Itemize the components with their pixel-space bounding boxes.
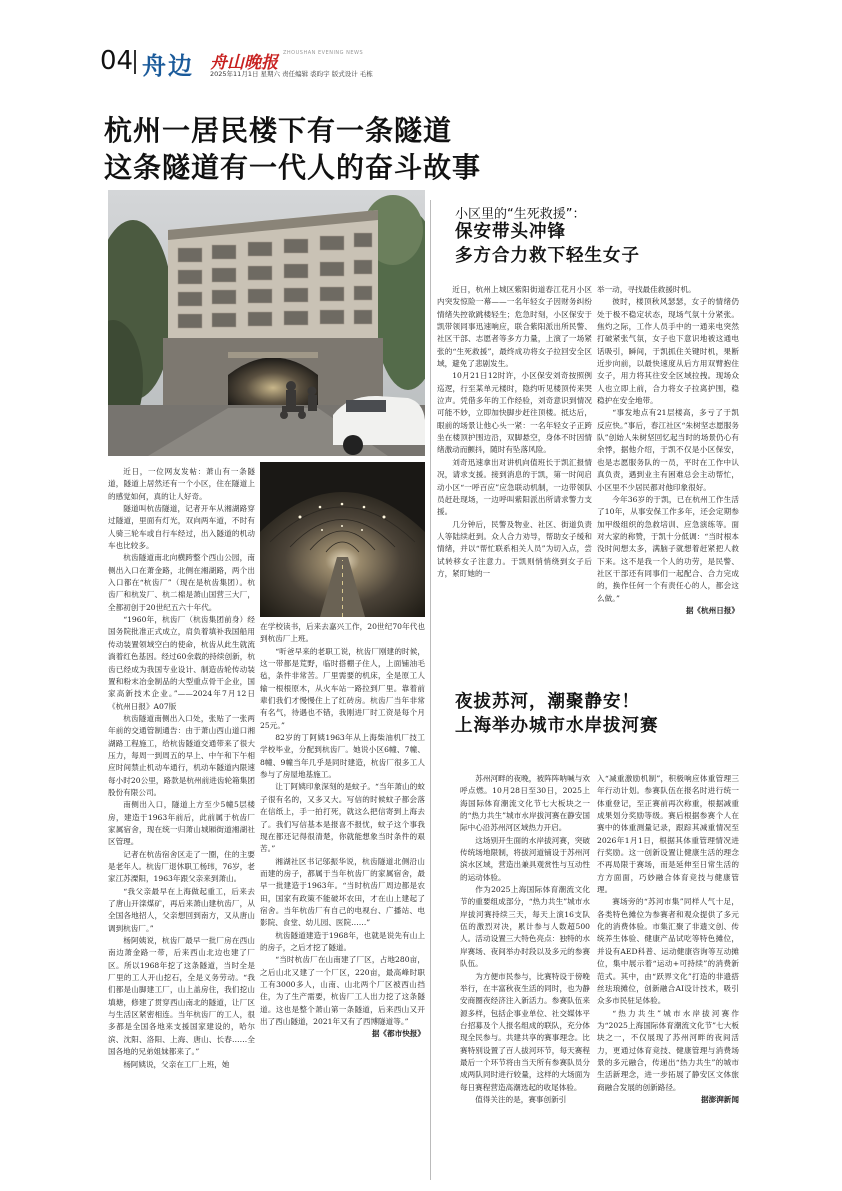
paragraph: 刘奇迅速拿出对讲机向值班长于凯汇报情况，请求支援。接到消息的于凯，第一时间启动小区“一呼百应”应急联动机制，一边带领队员赶赴现场，一边呼叫紫阳派出所请求警力支援。 <box>437 457 592 517</box>
masthead-logo: 舟山晚报 <box>210 53 278 73</box>
paragraph: 赛场旁的“苏河市集”同样人气十足，各类特色摊位为参赛者和观众提供了多元化的消费体验。市集汇聚了非遗文创、传统养生体验、健康产品试吃等特色摊位，并设有AED科普、运动健康咨询等互动摊位，集中展示着“运动+可持续”的消费新范式。其中，由“跃界文化”打造的非遗搭丝珐琅摊位，创新融合AI设计技术，吸引众多市民驻足体验。 <box>597 897 739 1006</box>
paragraph: 82岁的丁阿姨1963年从上海柴油机厂技工学校毕业，分配到杭齿厂。她说小区6幢、7幢、8幢、9幢当年几乎是同时建造，杭齿厂很多工人参与了房屋地基施工。 <box>260 733 425 780</box>
headline-line: 杭州一居民楼下有一条隧道 <box>104 114 453 147</box>
paragraph: 举一动，寻找最佳救援时机。 <box>597 285 696 294</box>
paragraph: “热力共生”城市水岸拔河赛作为“2025上海国际体育潮流文化节”七大板块之一，不仅展现了苏州河畔的夜间活力，更通过体育竞技、健康管理与消费场景的多元融合，传递出“热力共生”的城市生活新理念，进一步拓展了静安区文体旅商融合发展的创新路径。 <box>597 1008 739 1092</box>
paragraph: 湘湖社区书记邬振华说，杭齿隧道北侧沿山而建的房子，都属于当年杭齿厂的家属宿舍，最早一批建造于1963年。“当时杭齿厂周边都是农田，国家有政策不能破坏农田，才在山上建起了宿舍。当年杭齿厂有自己的电视台、广播站、电影院、食堂、幼儿园、医院……” <box>260 856 425 928</box>
paragraph: 隧道叫杭齿隧道，记者开车从湘湖路穿过隧道，里面有灯光，双向两车道，不时有人骑三轮车或自行车经过，出入隧道的机动车也比较多。 <box>108 504 255 551</box>
paragraph: 杭齿隧道建造于1968年，也就是说先有山上的房子，之后才挖了隧道。 <box>260 930 425 952</box>
article2-kicker: 小区里的“生死救援”： <box>455 207 586 222</box>
paragraph: 这场别开生面的水岸拔河赛，突破传统场地限制，将拔河道铺设于苏州河滨水区域，营造出兼具观赏性与互动性的运动体验。 <box>460 835 590 882</box>
paragraph: 值得关注的是，赛事创新引 <box>475 1094 567 1104</box>
paragraph: 让丁阿姨印象深刻的是蚊子。“当年萧山的蚊子很有名的，又多又大。写信的时候蚊子都会落在信纸上，手一拍打死，就这么把信寄到上海去了。我们写信基本是报喜不报忧，蚊子这个事我现在都还记得很清楚，你就能想象当时条件的艰苦。” <box>260 782 425 854</box>
paragraph: “当时杭齿厂在山南建了厂区，占地280亩，之后山北又建了一个厂区，220亩，最高峰时职工有3000多人，山南、山北两个厂区被西山挡住，为了生产需要，杭齿厂工人出力挖了这条隧道。这也是整个萧山第一条隧道，后来西山又开出了西山隧道，2021年又有了西博隧道等。” <box>260 955 425 1026</box>
paragraph: “1960年，杭齿厂（杭齿集团前身）经国务院批准正式成立，肩负着填补我国船用传动装置领域空白的使命，杭齿从此生就流淌着红色基因。经过60余载的持续创新，杭齿已经成为我国专业设计、制造齿轮传动装置和粉末冶金制品的大型重点骨干企业，国家高新技术企业。”——2024年7月12日《杭州日报》A07版 <box>108 615 255 711</box>
section-name: 舟边 <box>142 51 194 80</box>
paragraph: 近日，一位网友发帖：萧山有一条隧道，隧道上居然还有一个小区，住在隧道上的感觉如何，真的让人好奇。 <box>108 467 255 501</box>
article-source: 据《杭州日报》 <box>685 605 739 615</box>
page-number: 04 <box>100 46 134 76</box>
paragraph: 入“减重激励机制”，积极响应体重管理三年行动计划。参赛队伍在报名时进行统一体重登记，至正赛前再次称重，根据减重成果划分奖励等级。赛后根据参赛个人在赛中的体重测量记录，跟踪其减重情况至2026年1月1日，根据其体重管理情况进行奖励。这一创新设置让健康生活的理念不再局限于赛场，而是延伸至日常生活的方方面面，巧妙融合体育竞技与健康管理。 <box>597 774 739 895</box>
article-source: 据澎湃新闻 <box>701 1094 739 1104</box>
article1-column-2 <box>260 621 425 1041</box>
headline-line: 这条隧道有一代人的奋斗故事 <box>104 151 482 184</box>
article1-column-1 <box>108 466 255 1071</box>
article1-headline <box>104 112 481 186</box>
paragraph: 记者在杭齿宿舍区走了一圈，住的主要是老年人。杭齿厂退休职工杨玮，76岁，老家江苏溧阳，1963年跟父亲来到萧山。 <box>108 849 255 884</box>
tunnel-interior-photo <box>260 462 425 617</box>
paragraph: 杨阿姨说，杭齿厂最早一批厂房在西山南边萧金路一带，后来西山北边也建了厂区。所以1968年挖了这条隧道，当时全是厂里的工人开山挖石，全是义务劳动。“我们都是山脚建工厂，山上盖房住，我们挖山填塘，修建了贯穿西山南北的隧道，让厂区与生活区紧密相连。当年杭齿厂的工人，很多都是全国各地来支援国家建设的，哈尔滨、沈阳、洛阳、上海、唐山、长春……全国各地的兄弟姐妹都来了。” <box>108 936 255 1057</box>
header-divider <box>134 50 136 74</box>
column-divider <box>430 200 431 1180</box>
paragraph: 今年36岁的于凯，已在杭州工作生活了10年，从事安保工作多年，还会定期参加甲级组织的急救培训、应急演练等。面对大家的称赞，于凯十分低调：“当时根本没时间想太多，满脑子就想着赶紧把人救下来。这不是我一个人的功劳，是民警、社区干部还有同事们一起配合、合力完成的，换作任何一个有责任心的人，都会这么做。” <box>597 494 739 603</box>
paragraph: 作为2025上海国际体育潮流文化节的重要组成部分，“热力共生”城市水岸拔河赛持续三天，每天上演16支队伍的激烈对决，累计参与人数超500人。活动设置三大特色亮点：独特的水岸赛场、夜间举办时段以及多元的参赛队伍。 <box>460 885 590 969</box>
edition-info: 2025年11月1日 星期六 责任编辑 裘昀宇 版式设计 毛栋 <box>210 70 373 78</box>
article3-column-1 <box>460 773 590 1106</box>
paragraph: 在学校读书，后来去嘉兴工作，20世纪70年代也到杭齿厂上班。 <box>260 622 425 644</box>
tunnel-building-photo <box>108 190 425 456</box>
article-source: 据《都市快报》 <box>371 1029 425 1039</box>
paragraph: “事发地点有21层楼高，多亏了于凯反应快。”事后，春江社区“朱树坚志愿服务队”创始人朱树坚回忆起当时的场景仍心有余悸，据他介绍，于凯不仅是小区保安，也是志愿服务队的一员，平时在工作中认真负责，遇到业主有困难总会主动帮忙，小区里不少居民都对他印象很好。 <box>597 408 739 492</box>
paragraph: 彼时，楼顶秋风瑟瑟，女子的情绪仍处于极不稳定状态，现场气氛十分紧张。焦灼之际，工作人员手中的一通来电突然打破紧张气氛，女子也下意识地被这通电话吸引，瞬间，于凯抓住关键时机，果断近步向前，以最快速度从后方用双臂抱住女子，用力将其往安全区域拉拽。现场众人也立即上前，合力将女子拉离护围，稳稳护在安全地带。 <box>597 297 739 406</box>
headline-line: 多方合力救下轻生女子 <box>455 246 640 266</box>
paragraph: 苏州河畔的夜晚，被阵阵呐喊与欢呼点燃。10月28日至30日，2025上海国际体育潮流文化节七大板块之一的“热力共生”城市水岸拔河赛在静安国际中心沿苏州河区域热力开启。 <box>460 774 590 833</box>
paragraph: 近日，杭州上城区紫阳街道春江花月小区内突发惊险一幕——一名年轻女子因财务纠纷情绪失控欲跳楼轻生；危急时刻，小区保安于凯带领同事迅速响应，联合紫阳派出所民警、社区干部、志愿者等多方力量，上演了一场紧张的“生死救援”，最终成功将女子拉回安全区域，避免了悲剧发生。 <box>437 285 592 369</box>
headline-line: 保安带头冲锋 <box>455 222 566 242</box>
paragraph: 杨阿姨说，父亲在工厂上班，她 <box>123 1059 230 1069</box>
paragraph: “我父亲最早在上海做起重工，后来去了唐山开滦煤矿，再后来萧山建杭齿厂，从全国各地招人，父亲想回到南方，又从唐山调到杭齿厂。” <box>108 886 255 933</box>
paragraph: 几分钟后，民警及物业、社区、街道负责人等陆续赶到。众人合力劝导，帮助女子缓和情绪，并以“帮忙联系相关人员”为切入点，尝试转移女子注意力。于凯则悄悄绕到女子后方，紧盯她的一 <box>437 519 592 578</box>
page-header <box>100 40 800 80</box>
paragraph: 10月21日12时许，小区保安刘奇按照例巡逻，行至某单元楼时，隐约听见楼顶传来哭泣声。凭借多年的工作经验，刘奇意识到情况可能不妙，立即加快脚步赶往顶楼。抵达后，眼前的场景让他心头一紧：一名年轻女子正跨坐在楼顶护围边沿，双脚悬空，身体不时因情绪激动而颤抖，随时有坠落风险。 <box>437 371 592 455</box>
paragraph: 南侧出入口，隧道上方至少5幢5层楼房，建造于1963年前后，此前属于杭齿厂家属宿舍，现在统一归萧山城厢街道湘湖社区管理。 <box>108 800 255 847</box>
headline-line: 夜拔苏河，潮聚静安！ <box>455 692 640 712</box>
paragraph: “听爸早来的老职工说，杭齿厂刚建的时候，这一带都是荒野，临时搭棚子住人，上面铺油毛毡，条件非常苦。厂里需要的机床，全是原工人输一根根原木，从火车站一路拉到厂里。靠着前辈们我们才慢慢住上了红砖房。杭齿厂当年非常有名气，待遇也不错，我刚进厂时工资是每个月25元。” <box>260 646 425 730</box>
headline-line: 上海举办城市水岸拔河赛 <box>455 716 659 736</box>
article3-column-2 <box>597 773 739 1106</box>
paragraph: 杭齿隧道南北向横跨整个西山公园，南侧出入口在萧金路，北侧在湘湖路，两个出入口都在“杭齿厂”（现在是杭齿集团）。杭齿厂和杭发厂、杭二棉是萧山国营三大厂，全都初创于20世纪五六十年代。 <box>108 553 255 612</box>
paragraph: 杭齿隧道南侧出入口处，张贴了一张两年前的交通管制通告：由于萧山西山道口湘湖路工程施工，给杭齿隧道交通带来了很大压力，每周一到周五的早上、中午和下午相应时间禁止机动车通行，机动车隧道内限速每小时20公里，路款是杭州前进齿轮箱集团股份有限公司。 <box>108 713 255 797</box>
masthead-english: ZHOUSHAN EVENING NEWS <box>283 50 364 56</box>
article2-headline <box>455 220 640 268</box>
article2-column-1 <box>437 284 592 580</box>
article2-column-2 <box>597 284 739 617</box>
article3-headline <box>455 690 659 738</box>
paragraph: 为方便市民参与，比赛特设于傍晚举行，在丰富秋夜生活的同时，也为静安商圈夜经济注入新活力。参赛队伍来源多样，包括企事业单位、社交媒体平台招募及个人报名组成的联队，充分体现全民参与。共建共享的赛事理念。比赛特别设置了百人拔河环节，每天赛程最后一个环节将由当天所有参赛队员分成两队同时进行较量，这样的大场面为每日赛程营造高潮选起的收尾体验。 <box>460 971 590 1092</box>
